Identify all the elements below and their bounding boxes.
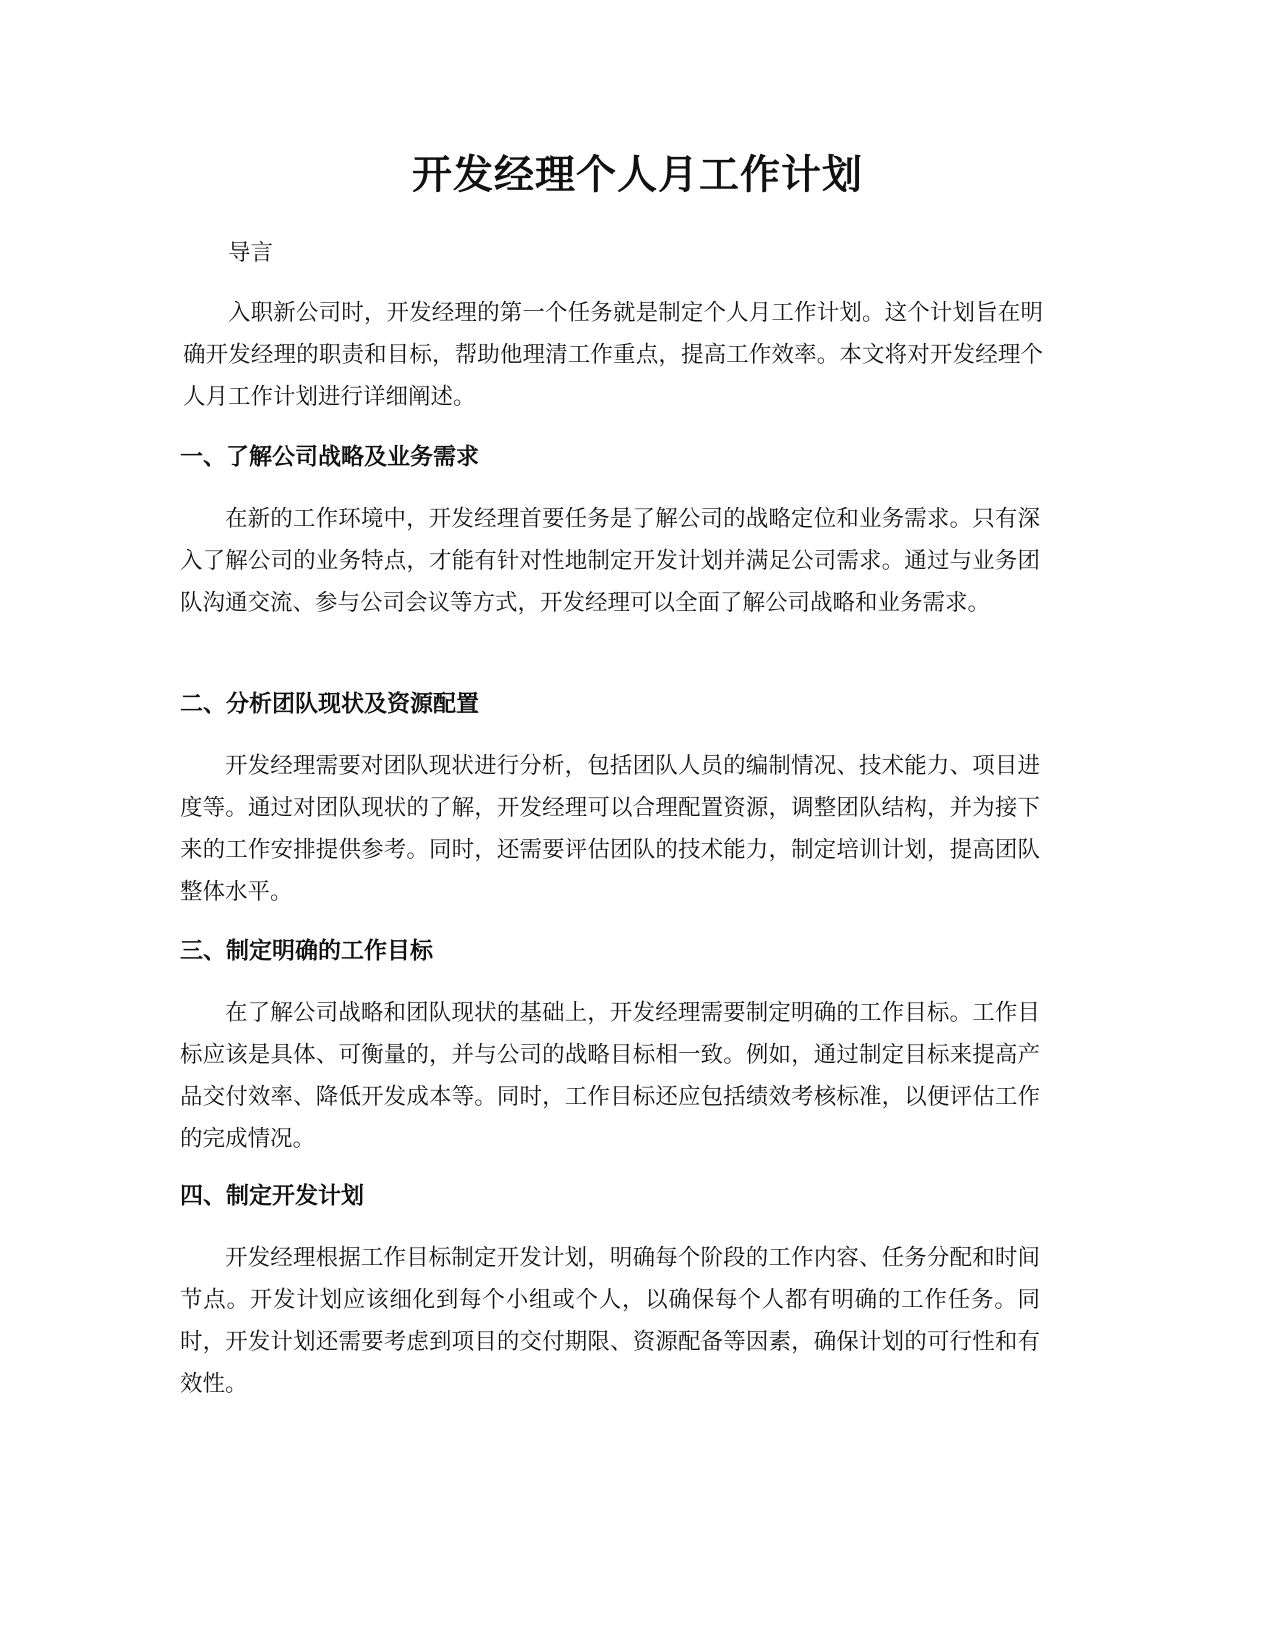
section-heading-3: 三、制定明确的工作目标: [180, 938, 433, 964]
document-title: 开发经理个人月工作计划: [412, 152, 863, 198]
section-heading-2: 二、分析团队现状及资源配置: [180, 691, 479, 717]
section-paragraph-4: 开发经理根据工作目标制定开发计划，明确每个阶段的工作内容、任务分配和时间节点。开发计划应该细化到每个小组或个人，以确保每个人都有明确的工作任务。同时，开发计划还需要考虑到项目的交付期限、资源配备等因素，确保计划的可行性和有效性。: [180, 1245, 1040, 1397]
intro-label: 导言: [228, 240, 274, 266]
intro-paragraph: 入职新公司时，开发经理的第一个任务就是制定个人月工作计划。这个计划旨在明确开发经理的职责和目标，帮助他理清工作重点，提高工作效率。本文将对开发经理个人月工作计划进行详细阐述。: [183, 300, 1043, 410]
section-heading-4: 四、制定开发计划: [180, 1183, 364, 1209]
section-paragraph-2: 开发经理需要对团队现状进行分析，包括团队人员的编制情况、技术能力、项目进度等。通过对团队现状的了解，开发经理可以合理配置资源，调整团队结构，并为接下来的工作安排提供参考。同时，还需要评估团队的技术能力，制定培训计划，提高团队整体水平。: [180, 753, 1040, 905]
section-paragraph-1: 在新的工作环境中，开发经理首要任务是了解公司的战略定位和业务需求。只有深入了解公司的业务特点，才能有针对性地制定开发计划并满足公司需求。通过与业务团队沟通交流、参与公司会议等方式，开发经理可以全面了解公司战略和业务需求。: [180, 506, 1040, 616]
section-heading-1: 一、了解公司战略及业务需求: [180, 444, 479, 470]
section-paragraph-3: 在了解公司战略和团队现状的基础上，开发经理需要制定明确的工作目标。工作目标应该是具体、可衡量的，并与公司的战略目标相一致。例如，通过制定目标来提高产品交付效率、降低开发成本等。同时，工作目标还应包括绩效考核标准，以便评估工作的完成情况。: [180, 1000, 1040, 1152]
